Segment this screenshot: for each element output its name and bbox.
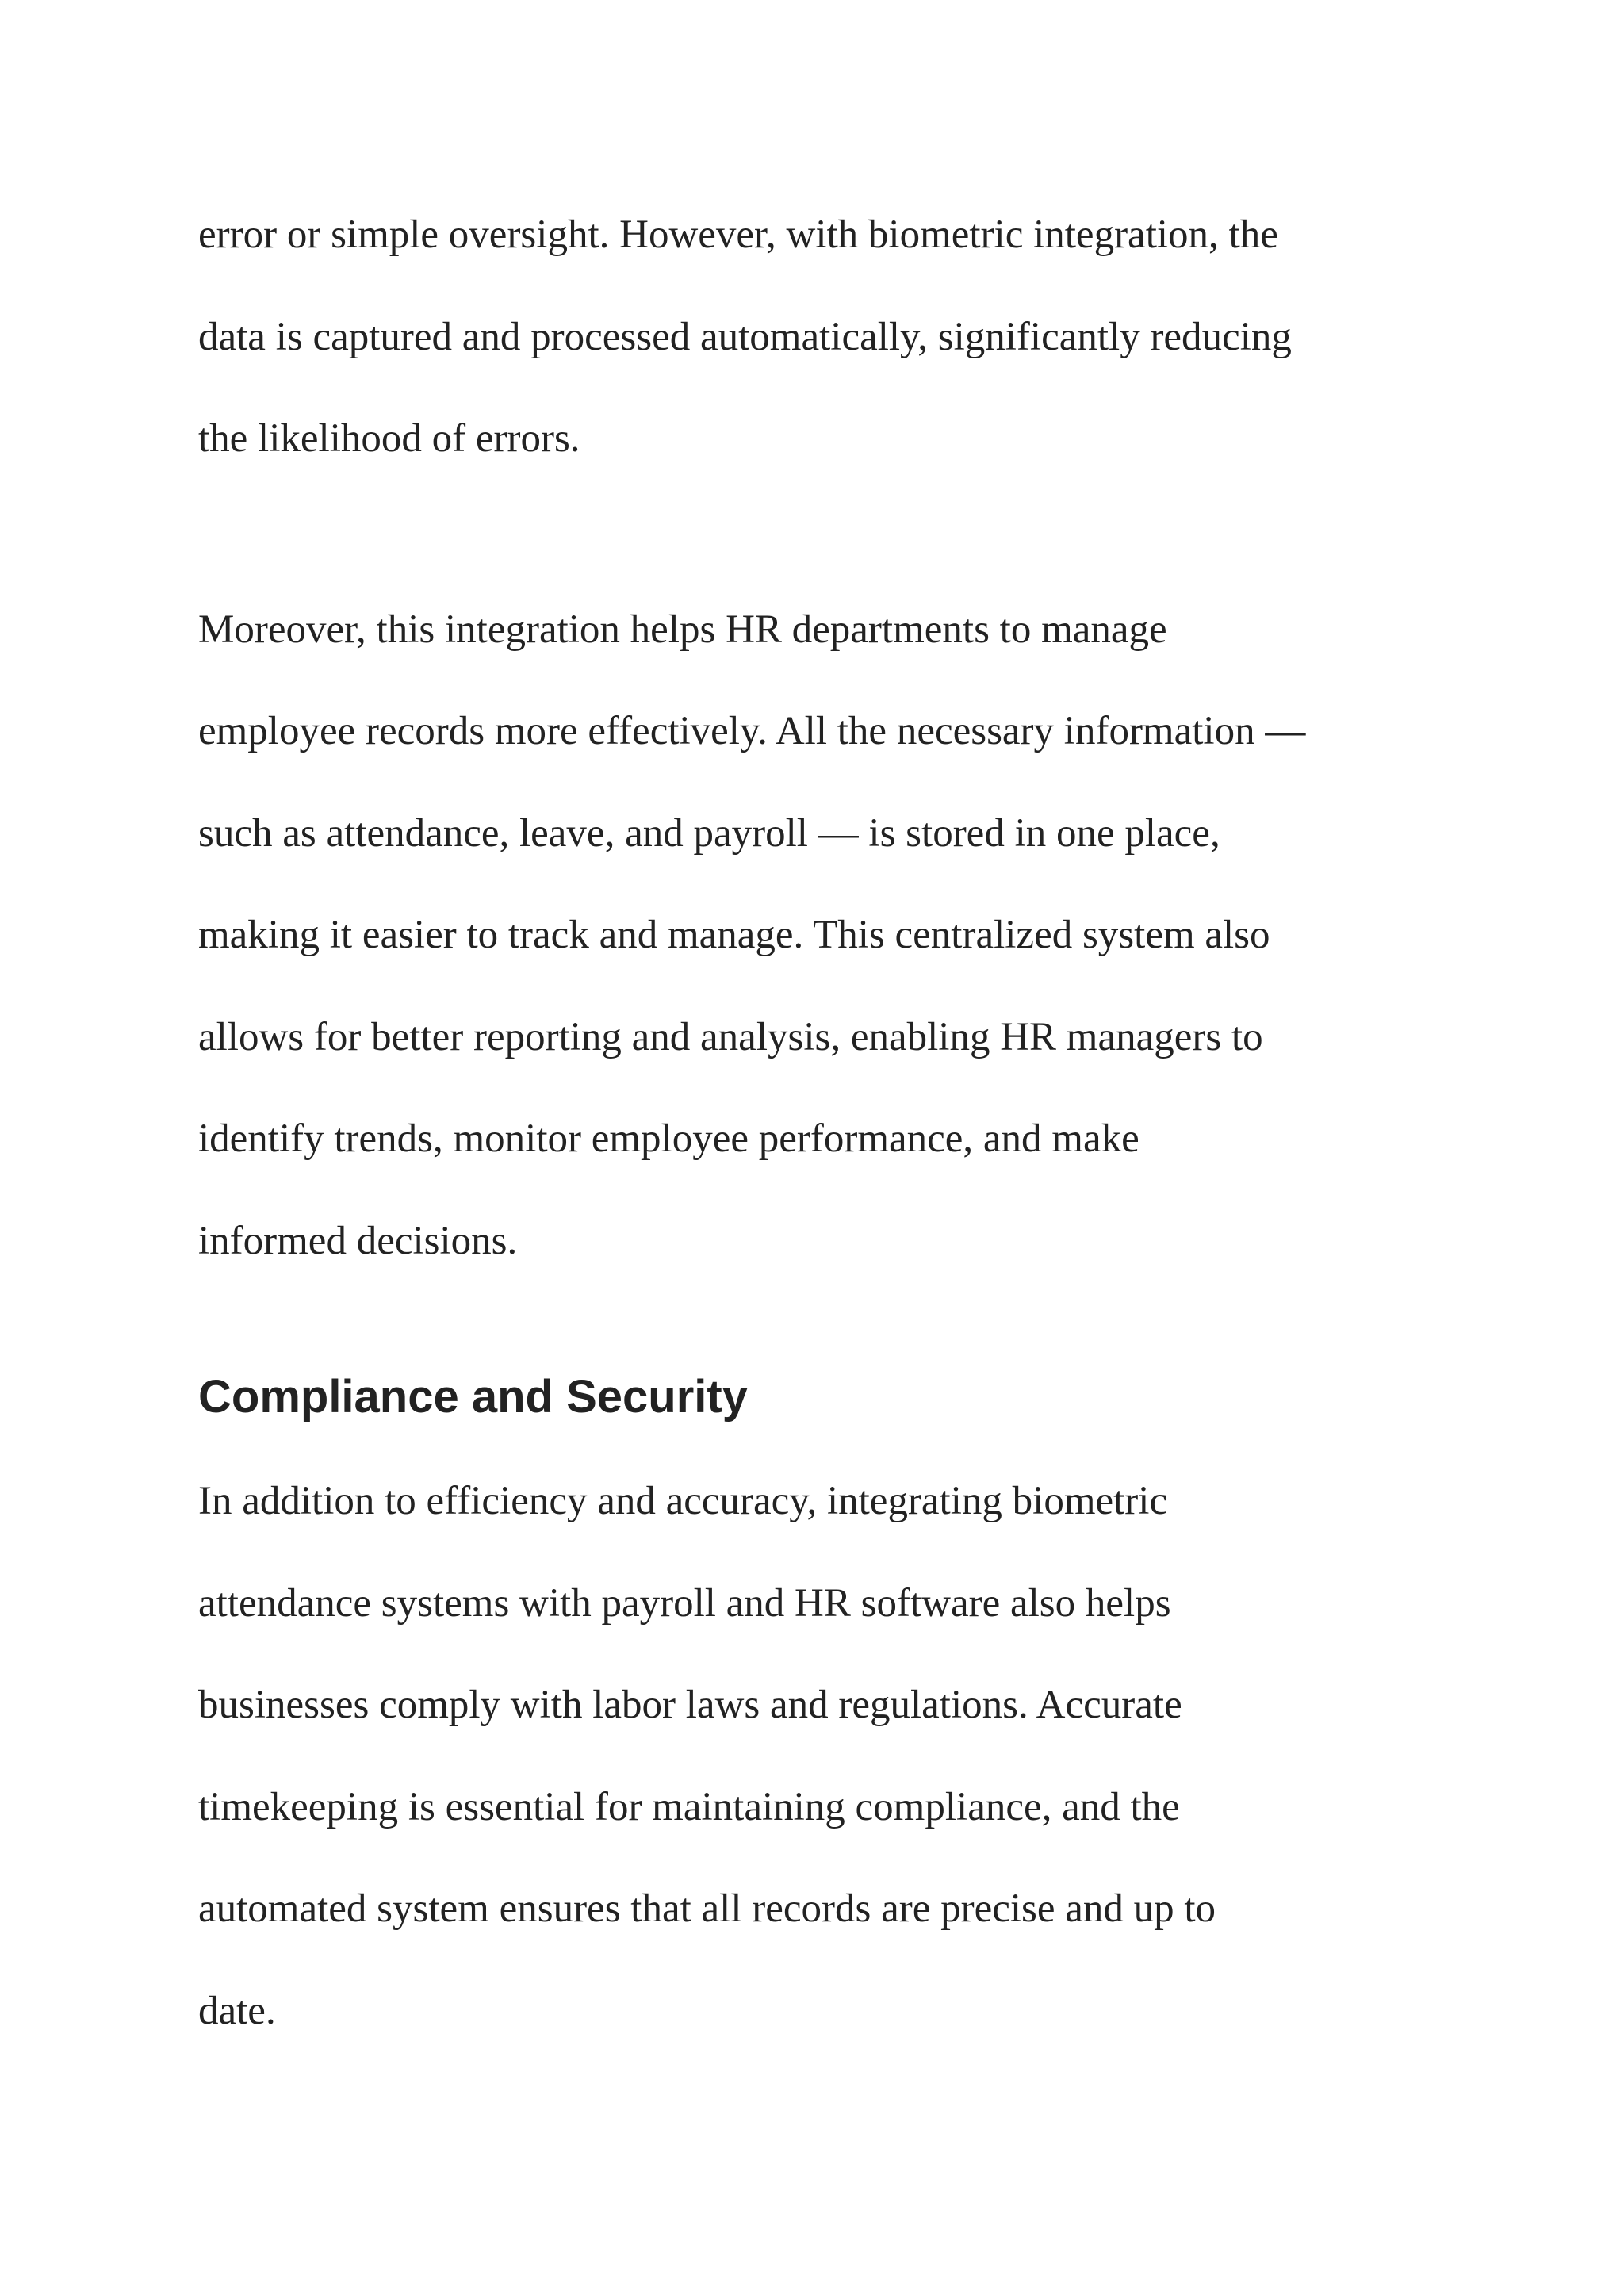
paragraph-line: date. <box>198 1988 276 2033</box>
paragraph-line: error or simple oversight. However, with biometric integration, the <box>198 213 1278 257</box>
paragraph-line: identify trends, monitor employee performance, and make <box>198 1116 1139 1161</box>
paragraph-line: such as attendance, leave, and payroll — is stored in one place, <box>198 810 1220 856</box>
paragraph-line: making it easier to track and manage. This centralized system also <box>198 913 1270 957</box>
document-page <box>198 184 1435 2062</box>
paragraph-line: timekeeping is essential for maintaining compliance, and the <box>198 1784 1180 1829</box>
paragraph-line: data is captured and processed automatically, significantly reducing <box>198 314 1292 359</box>
paragraph-line: businesses comply with labor laws and regulations. Accurate <box>198 1683 1182 1727</box>
heading-spacer <box>198 1425 1435 1450</box>
paragraph-line: Moreover, this integration helps HR departments to manage <box>198 607 1167 652</box>
paragraph-line: informed decisions. <box>198 1218 518 1263</box>
paragraph-line: allows for better reporting and analysis, enabling HR managers to <box>198 1014 1263 1059</box>
paragraph-line: the likelihood of errors. <box>198 416 580 461</box>
paragraph-compliance <box>198 1450 1435 2062</box>
paragraph-hr-records <box>198 579 1435 1293</box>
paragraph-line: employee records more effectively. All the necessary information — <box>198 709 1306 753</box>
paragraph-spacer <box>198 490 1435 579</box>
paragraph-line: automated system ensures that all records are precise and up to <box>198 1886 1216 1931</box>
paragraph-line: attendance systems with payroll and HR software also helps <box>198 1580 1171 1626</box>
section-heading: Compliance and Security <box>198 1371 748 1423</box>
paragraph-line: In addition to efficiency and accuracy, integrating biometric <box>198 1479 1168 1523</box>
paragraph-spacer <box>198 1292 1435 1369</box>
paragraph-errors <box>198 184 1435 490</box>
